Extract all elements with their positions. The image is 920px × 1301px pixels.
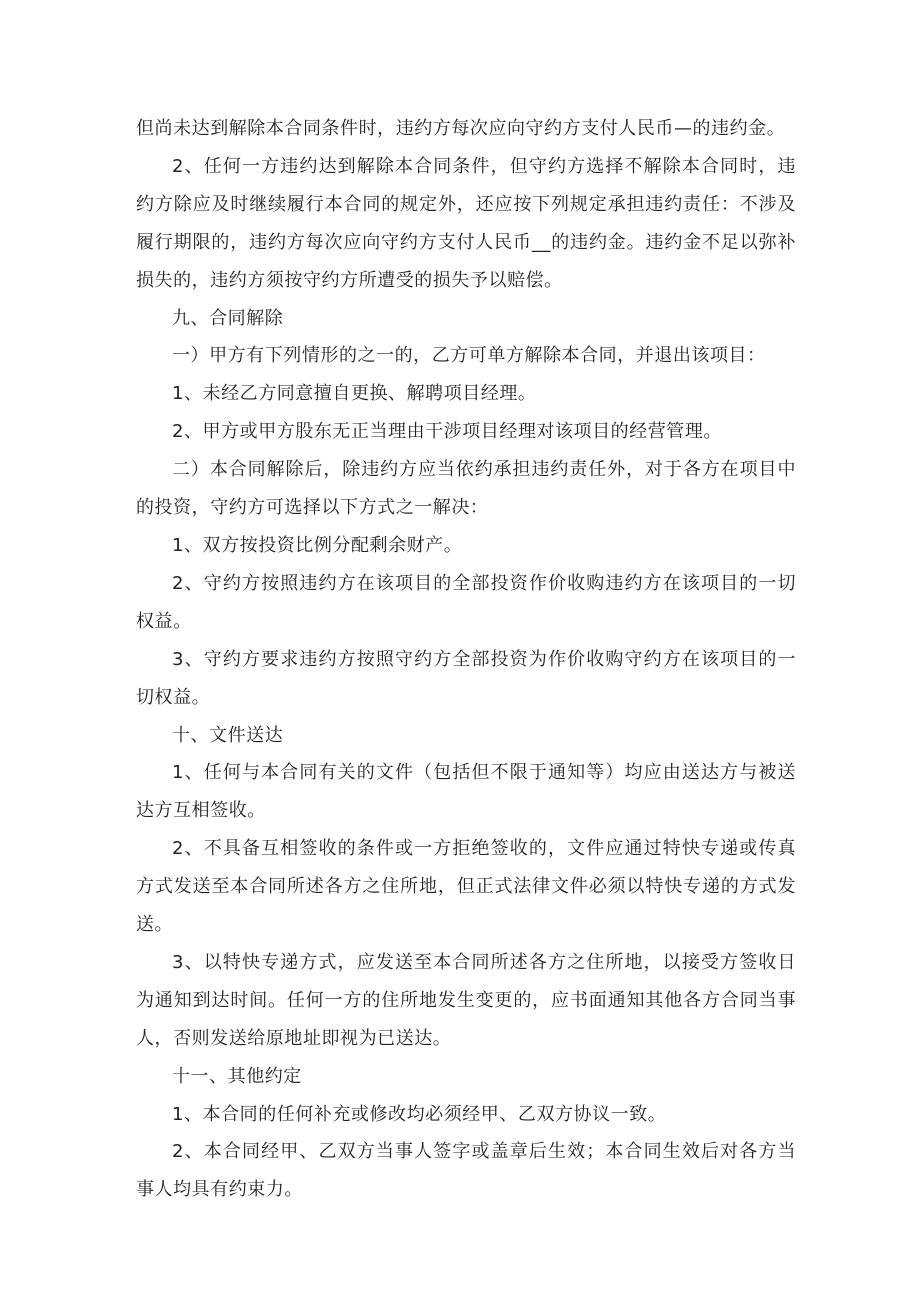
paragraph: 1、双方按投资比例分配剩余财产。 — [172, 534, 463, 556]
paragraph: 二）本合同解除后，除违约方应当依约承担违约责任外，对于各方在项目中的投资，守约方可选择以下方式之一解决： — [136, 459, 796, 519]
paragraph: 九、合同解除 — [172, 307, 284, 329]
paragraph: 2、本合同经甲、乙双方当事人签字或盖章后生效；本合同生效后对各方当事人均具有约束力。 — [136, 1141, 796, 1201]
paragraph: 3、以特快专递方式，应发送至本合同所述各方之住所地，以接受方签收日为通知到达时间。任何一方的住所地发生变更的，应书面通知其他各方合同当事人，否则发送给原地址即视为已送达。 — [136, 951, 796, 1049]
paragraph: 1、未经乙方同意擅自更换、解聘项目经理。 — [172, 383, 537, 405]
paragraph: 十、文件送达 — [172, 724, 284, 746]
paragraph: 2、甲方或甲方股东无正当理由干涉项目经理对该项目的经营管理。 — [172, 421, 722, 443]
paragraph: 但尚未达到解除本合同条件时，违约方每次应向守约方支付人民币—的违约金。 — [136, 118, 786, 139]
paragraph: 2、不具备互相签收的条件或一方拒绝签收的，文件应通过特快专递或传真方式发送至本合同所述各方之住所地，但正式法律文件必须以特快专递的方式发送。 — [136, 838, 796, 936]
document-body — [136, 110, 796, 1209]
paragraph: 2、任何一方违约达到解除本合同条件，但守约方选择不解除本合同时，违约方除应及时继续履行本合同的规定外，还应按下列规定承担违约责任：不涉及履行期限的，违约方每次应向守约方支付人民币__的违约金。违约金不足以弥补损失的，违约方须按守约方所遭受的损失予以赔偿。 — [136, 155, 796, 291]
paragraph: 一）甲方有下列情形的之一的，乙方可单方解除本合同，并退出该项目： — [172, 345, 766, 367]
paragraph: 1、任何与本合同有关的文件（包括但不限于通知等）均应由送达方与被送达方互相签收。 — [136, 762, 796, 822]
paragraph: 1、本合同的任何补充或修改均必须经甲、乙双方协议一致。 — [172, 1103, 667, 1125]
paragraph: 3、守约方要求违约方按照守约方全部投资为作价收购守约方在该项目的一切权益。 — [136, 648, 796, 708]
paragraph: 2、守约方按照违约方在该项目的全部投资作价收购违约方在该项目的一切权益。 — [136, 572, 796, 632]
paragraph: 十一、其他约定 — [172, 1065, 302, 1087]
